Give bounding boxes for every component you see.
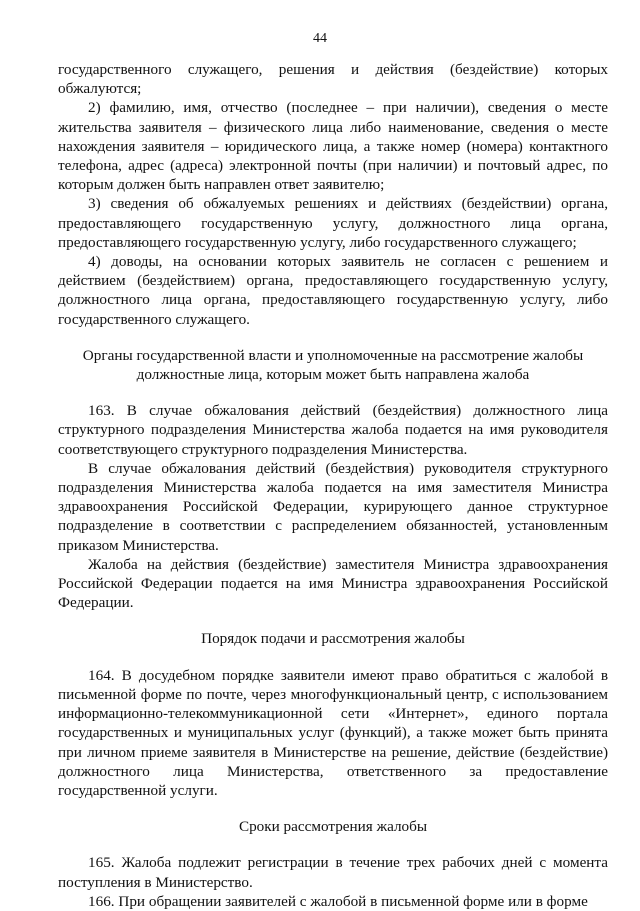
paragraph: 164. В досудебном порядке заявители имеют право обратиться с жалобой в письменной форме по почте, через многофункциональный центр, с использованием информационно-телекоммуникационной сети «Интернет», единого портала государственных и муниципальных услуг (функций), а также может быть принята при личном приеме заявителя в Министерстве на решение, действие (бездействие) должностного лица Министерства, ответственного за предоставление государственной услуги.	[58, 666, 608, 799]
paragraph: В случае обжалования действий (бездействия) руководителя структурного подразделения Министерства жалоба подается на имя заместителя Министра здравоохранения Российской Федерации, курирующего данное структурное подразделение в соответствии с распределением обязанностей, установленным приказом Министерства.	[58, 459, 608, 554]
section-heading-line: Сроки рассмотрения жалобы	[238, 818, 428, 836]
paragraph: Жалоба на действия (бездействие) заместителя Министра здравоохранения Российской Федерации подается на имя Министра здравоохранения Российской Федерации.	[58, 555, 608, 612]
paragraph: 166. При обращении заявителей с жалобой в письменной форме или в форме	[88, 892, 588, 910]
section-gap	[58, 836, 608, 853]
document-body	[58, 60, 608, 911]
section-heading	[58, 817, 608, 836]
section-heading-line: Порядок подачи и рассмотрения жалобы	[201, 630, 465, 648]
section-gap	[58, 800, 608, 817]
section-heading-line: Органы государственной власти и уполномоченные на рассмотрение жалобы	[82, 346, 584, 364]
section-gap	[58, 612, 608, 629]
paragraph: 3) сведения об обжалуемых решениях и действиях (бездействии) органа, предоставляющего государственную услугу, должностного лица органа, предоставляющего государственную услугу, либо государственного служащего;	[58, 195, 608, 251]
section-gap	[58, 329, 608, 346]
section-heading	[58, 346, 608, 384]
section-gap	[58, 384, 608, 401]
section-gap	[58, 649, 608, 666]
section-heading-line: должностные лица, которым может быть направлена жалоба	[136, 366, 530, 384]
page-number: 44	[313, 31, 327, 46]
paragraph: государственного служащего, решения и действия (бездействие) которых обжалуются;	[58, 61, 608, 98]
section-heading	[58, 629, 608, 648]
paragraph: 163. В случае обжалования действий (бездействия) должностного лица структурного подразделения Министерства жалоба подается на имя руководителя соответствующего структурного подразделения Министерства.	[58, 402, 608, 458]
paragraph: 4) доводы, на основании которых заявитель не согласен с решением и действием (бездействием) органа, предоставляющего государственную услугу, должностного лица органа, предоставляющего государственную услугу, либо государственного служащего.	[58, 253, 608, 328]
paragraph: 165. Жалоба подлежит регистрации в течение трех рабочих дней с момента поступления в Министерство.	[58, 854, 608, 891]
paragraph: 2) фамилию, имя, отчество (последнее – при наличии), сведения о месте жительства заявителя – физического лица либо наименование, сведения о месте нахождения заявителя – юридического лица, а также номер (номера) контактного телефона, адрес (адреса) электронной почты (при наличии) и почтовый адрес, по которым должен быть направлен ответ заявителю;	[58, 99, 608, 194]
